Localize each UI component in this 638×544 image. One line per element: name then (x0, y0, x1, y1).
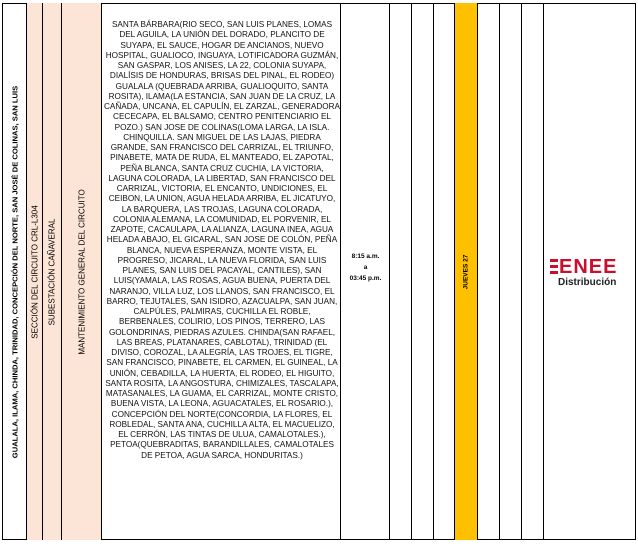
enee-logo-text: ENEE (559, 256, 618, 278)
enee-logo (548, 256, 634, 292)
enee-logo-subtitle: Distribución (558, 277, 617, 288)
blank-cell-5 (500, 3, 522, 540)
substation-cell (43, 3, 62, 540)
circuit-cell (27, 3, 43, 540)
affected-places: SANTA BÁRBARA(RIO SECO, SAN LUIS PLANES, LOMAS DEL AGUILA, LA UNIÓN DEL DORADO, PLANCITO DE SUYAPA, EL SAUCE, HOGAR DE ANCIANOS, NUEVO HOSPITAL, GUALIOCO, INGUAYA, LOTIFICADORA GUZMÁN, SAN GASPAR, LOS ANISES, LA 22, COLONIA SUYAPA, DIALÍSIS DE HONDURAS, BRISAS DEL PINAL, EL RODEO) GUALALA (QUEBRADA ARRIBA, GUALIOQUITO, SANTA ROSITA), ILAMA(LA ESTANCIA, SAN JUAN DE LA CRUZ, LA CAÑADA, UNCANA, EL CAPULÍN, EL ZARZAL, GENERADORA CECECAPA, EL BALSAMO, CENTRO PENITENCIARIO EL POZO.) SAN JOSE DE COLINAS(LOMA LARGA, LA ISLA. CHINQUILLA. SAN MIGUEL DE LAS LAJAS, PIEDRA GRANDE, SAN FRANCISCO DEL CARRIZAL, EL TRIUNFO, PINABETE, MATA DE RUDA, EL MANTEADO, EL ZAPOTAL, PEÑA BLANCA, SANTA CRUZ CUCHIA, LA VICTORIA, LAGUNA COLORADA, LA LIBERTAD, SAN FRANCISCO DEL CARRIZAL, VICTORIA, EL ENCANTO, UNDICIONES, EL CEIBON, LA UNION, AGUA HELADA ARRIBA, EL JICATUYO, LA BARQUERA, LAS TROJAS, LAGUNA COLORADA, COLONIA ALEMANA, LA COMUNIDAD, EL PORVENIR, EL ZAPOTE, CACAULAPA, LA ALIANZA, LAGUNA INEA, AGUA HELADA ABAJO, EL GICARAL, SAN JOSE DE COLÓN, PEÑA BLANCA, NUEVA ESPERANZA, MONTE VISTA, EL PROGRESO, JICARAL, LA NUEVA FLORIDA, SAN LUIS PLANES, SAN LUIS DEL PACAYAL, CANTILES), SAN LUIS(YAMALA, LAS ROSAS, AGUA BUENA, PUERTA DEL NARANJO, VILLA LUZ, LOS LLANOS, SAN FRANCISCO, EL BARRO, TEJUTALES, SAN ISIDRO, AZACUALPA, SAN JUAN, CALPÚLES, PALMIRAS, CUCHILLA EL ROBLE, BERBENALES, COLIRIO, LOS PINOS, TERRERO, LAS GOLONDRINAS, PIEDRAS AZULES. CHINDA(SAN RAFAEL, LAS BREAS, PLATANARES, CABLOTAL), TRINIDAD (EL DIVISO, COROZAL, LA ALEGRÍA, LAS TROJES, EL TIGRE, SAN FRANCISCO, PINABETE, EL CARMEN, EL GUINEAL, LA UNIÓN, CEBADILLA, LA HUERTA, EL RODEO, EL HIGUITO, SANTA ROSITA, LA ANGOSTURA, CHIMIZALES, TASCALAPA, MATASANALES, LA GUAMA, EL CARRIZAL, MONTE CRISTO, BUENA VISTA, LA LEONA, AGUACATALES, EL ROSARIO.), CONCEPCIÓN DEL NORTE(CONCORDIA, LA FLORES, EL ROBLEDAL, SANTA ANA, CUCHILLA ALTA, EL MACUELIZO, EL CERRÓN, LAS TINTAS DE ULUA, CAMALOTALES.), PETOA(QUEBRADITAS, BARANDILLALES, CAMALOTALES DE PETOA, AGUA SARCA, HONDURITAS.) (104, 20, 340, 460)
time-start: 8:15 a.m. (351, 253, 380, 260)
blank-cell-4 (478, 3, 500, 540)
day-cell (455, 3, 478, 540)
work-cell (62, 3, 102, 540)
time-separator: a (363, 264, 368, 271)
blank-cell-6 (522, 3, 544, 540)
region-cell (3, 3, 27, 540)
day-text: JUEVES 27 (462, 254, 470, 289)
region-text: GUALALA, ILAMA, CHINDA, TRINIDAD, CONCEPCIÓN DEL NORTE, SAN JOSÉ DE COLINAS, SAN LUIS (10, 85, 19, 458)
blank-cell-3 (434, 3, 455, 540)
work-text: MANTENIMIENTO GENERAL DEL CIRCUITO (77, 188, 86, 355)
substation-text: SUBESTACIÓN CAÑAVERAL (47, 218, 57, 325)
time-end: 03:45 p.m. (349, 275, 382, 282)
circuit-text: SECCIÓN DEL CIRCUITO CRL-L304 (30, 204, 39, 339)
blank-cell-1 (390, 3, 412, 540)
outage-time (341, 251, 390, 284)
blank-cell-2 (412, 3, 434, 540)
